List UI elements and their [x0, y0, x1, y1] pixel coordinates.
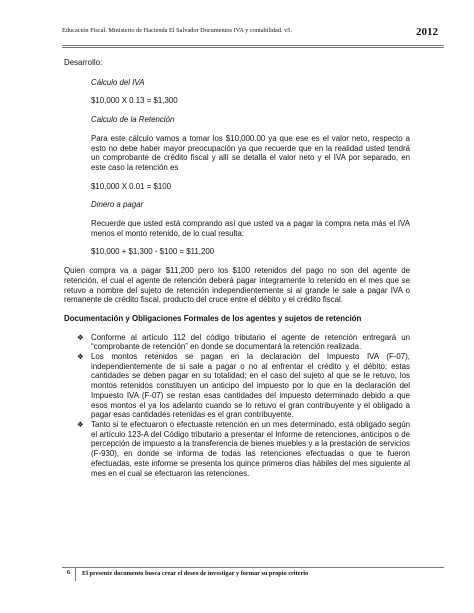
calc-iva-title: Cálculo del IVA	[91, 77, 145, 87]
page-header	[62, 20, 410, 48]
list-item-text: Conforme al artículo 112 del código tributario el agente de retención entregará un “comprobante de retención” en donde se documentará la retención realizada.	[91, 332, 410, 352]
header-title: Educación Fiscal. Ministerio de Hacienda El Salvador Documentos IVA y contabilidad. v5.	[62, 27, 293, 34]
diamond-bullet-icon: ❖	[77, 419, 84, 429]
page-footer	[62, 567, 444, 582]
list-item-text: Los montos retenidos se pagan en la declaración del Impuesto IVA (F-07), independientemente de si sale a pagar o no al enfrentar el crédito y el débito; estas cantidades se deben pagar en su totalidad; en el caso del sujeto al que se le retuvo, los montos retenidos constituyen un anticipo del impuesto por lo que en la declaración del Impuesto IVA (F-07) se restan esas cantidades del impuesto determinado debido a que esos montos el ya los adelanto cuando se lo retuvo el gran contribuyente y el obligado a pagar esas cantidades retenidas es el gran contribuyente.	[91, 352, 410, 420]
dinero-formula: $10,000 + $1,300 - $100 = $11,200	[91, 247, 215, 257]
diamond-bullet-icon: ❖	[77, 352, 84, 362]
list-item-text: Tanto si te efectuaron o efectuaste retención en un mes determinado, está obligado según el artículo 123-A del Código tributario a presentar el Informe de retenciones, anticipos o de percepción de impuesto a la transferencia de bienes muebles y a la prestación de servicios (F-930), en donde se informa de todas las retenciones efectuadas o que te fueron efectuadas, este informe se presenta los quince primeros días hábiles del mes siguiente al mes en el cual se efectuaron las retenciones.	[91, 419, 410, 478]
page-number: 6	[62, 567, 76, 581]
list-item	[64, 420, 410, 478]
list-item	[64, 352, 410, 420]
calc-ret-title: Calculo de la Retención	[91, 115, 175, 125]
header-year: 2012	[410, 20, 444, 48]
page-content	[64, 58, 410, 478]
desarrollo-label: Desarrollo:	[64, 58, 103, 67]
calc-ret-paragraph: Para este cálculo vamos a tomar los $10,000.00 ya que ese es el valor neto, respecto a esto no debe haber mayor preocupación ya que recuerde que en la realidad usted tendrá un comprobante de crédito fiscal y allí se detalla el valor neto y el IVA por separado, en este caso la retención es	[91, 133, 410, 172]
section-title: Documentación y Obligaciones Formales de los agentes y sujetos de retención	[64, 313, 362, 323]
dinero-title: Dinero a pagar	[91, 200, 144, 210]
list-item	[64, 333, 410, 352]
calc-iva-formula: $10,000 X 0.13 = $1,300	[91, 96, 178, 106]
obligations-list	[64, 333, 410, 479]
dinero-paragraph: Recuerde que usted está comprando así que usted va a pagar la compra neta más el IVA menos el monto retenido, de lo cual resulta:	[91, 219, 410, 238]
footer-text: El presente documento busca crear el deseo de investigar y formar su propio criterio	[82, 570, 309, 577]
diamond-bullet-icon: ❖	[77, 332, 84, 342]
calc-ret-formula: $10,000 X 0.01 = $100	[91, 181, 172, 191]
quien-paragraph: Quien compra va a pagar $11,200 pero los $100 retenidos del pago no son del agente de retención, el cual el agente de retención deberá pagar íntegramente lo retenido en el mes que se retuvo a nombre del sujeto de retención independientemente si al grande le sale a pagar IVA o remanente de crédito fiscal, producto del cruce entre el débito y el crédito fiscal.	[64, 266, 410, 305]
